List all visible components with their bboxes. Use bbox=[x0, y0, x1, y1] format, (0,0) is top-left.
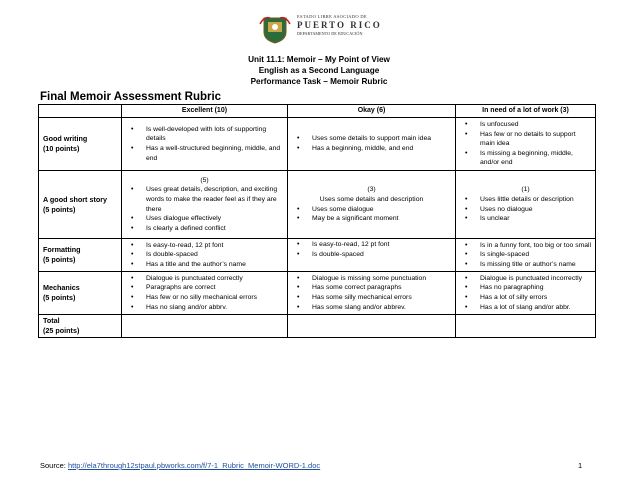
criterion-name: Formatting bbox=[43, 245, 81, 255]
source-link[interactable]: http://ela7through12stpaul.pbworks.com/f/7-1_Rubric_Memoir-WORD-1.doc bbox=[67, 461, 321, 470]
okay-cell bbox=[288, 118, 456, 171]
column-header-poor: In need of a lot of work (3) bbox=[456, 105, 596, 118]
list-item: • Is unclear bbox=[480, 214, 592, 224]
list-item: • Is well-developed with lots of supporting details bbox=[146, 125, 284, 144]
total-points: (25 points) bbox=[43, 325, 80, 335]
subject-line: English as a Second Language bbox=[258, 66, 380, 75]
source-label: Source: bbox=[40, 461, 66, 470]
poor-cell bbox=[456, 118, 596, 171]
criterion-points: (5 points) bbox=[43, 255, 76, 264]
corner-cell bbox=[39, 105, 122, 118]
source-footer bbox=[40, 461, 320, 470]
score-label: (5) bbox=[200, 176, 209, 184]
list-item: • May be a significant moment bbox=[312, 214, 452, 224]
column-header-okay: Okay (6) bbox=[288, 105, 456, 118]
list-item: • Is unfocused bbox=[480, 120, 592, 130]
page-number: 1 bbox=[578, 461, 583, 470]
list-item: • Uses dialogue effectively bbox=[146, 214, 284, 224]
criterion-cell bbox=[39, 239, 122, 272]
criterion-name: Mechanics bbox=[43, 283, 80, 293]
okay-cell bbox=[288, 272, 456, 315]
okay-cell bbox=[288, 239, 456, 272]
score-label: (1) bbox=[521, 186, 530, 194]
criterion-name: Good writing bbox=[43, 134, 88, 144]
list-item: • Uses little details or description bbox=[480, 195, 592, 205]
seal-line-3: DEPARTAMENTO DE EDUCACIÓN bbox=[297, 31, 363, 36]
criterion-name: A good short story bbox=[43, 194, 108, 204]
excellent-cell bbox=[122, 118, 288, 171]
total-okay-cell bbox=[288, 315, 456, 338]
list-item: • Is easy-to-read, 12 pt font bbox=[146, 241, 284, 251]
poor-cell bbox=[456, 171, 596, 239]
list-item: • Is easy-to-read, 12 pt font bbox=[312, 240, 452, 250]
list-item: • Has few or no details to support main idea bbox=[480, 130, 592, 149]
list-item: • Uses no dialogue bbox=[480, 205, 592, 215]
criterion-cell bbox=[39, 118, 122, 171]
list-item: • Is missing title or author’s name bbox=[480, 260, 592, 270]
rubric-table bbox=[38, 104, 596, 338]
criterion-cell bbox=[39, 171, 122, 239]
task-line: Performance Task – Memoir Rubric bbox=[250, 77, 388, 86]
table-row bbox=[39, 118, 596, 171]
poor-cell bbox=[456, 272, 596, 315]
list-item: • Has some silly mechanical errors bbox=[312, 293, 452, 303]
excellent-cell bbox=[122, 171, 288, 239]
total-excellent-cell bbox=[122, 315, 288, 338]
list-item: • Uses great details, description, and exciting words to make the reader feel as if they are there bbox=[146, 185, 284, 214]
excellent-cell bbox=[122, 272, 288, 315]
unit-line: Unit 11.1: Memoir – My Point of View bbox=[248, 55, 390, 64]
list-item: • Is in a funny font, too big or too small bbox=[480, 241, 592, 251]
list-item: • Dialogue is punctuated incorrectly bbox=[480, 274, 592, 284]
list-item: • Paragraphs are correct bbox=[146, 283, 284, 293]
total-row bbox=[39, 315, 596, 338]
list-item: • Has a lot of silly errors bbox=[480, 293, 592, 303]
list-item: • Has a lot of slang and/or abbr. bbox=[480, 303, 592, 313]
score-label: (3) bbox=[367, 186, 376, 194]
criterion-points: (10 points) bbox=[43, 144, 80, 153]
list-item: • Dialogue is punctuated correctly bbox=[146, 274, 284, 284]
seal-caption bbox=[297, 14, 407, 36]
list-item: • Has a title and the author’s name bbox=[146, 260, 284, 270]
table-row bbox=[39, 171, 596, 239]
criterion-cell bbox=[39, 272, 122, 315]
list-item: • Dialogue is missing some punctuation bbox=[312, 274, 452, 284]
table-row bbox=[39, 272, 596, 315]
list-item: • Is double-spaced bbox=[312, 250, 452, 260]
seal-line-2: PUERTO RICO bbox=[297, 20, 382, 30]
excellent-cell bbox=[122, 239, 288, 272]
poor-cell bbox=[456, 239, 596, 272]
total-poor-cell bbox=[456, 315, 596, 338]
criterion-points: (5 points) bbox=[43, 293, 76, 302]
list-item: • Is clearly a defined conflict bbox=[146, 224, 284, 234]
list-item: • Uses some details to support main idea bbox=[312, 134, 452, 144]
okay-lead-text: Uses some details and description bbox=[319, 195, 424, 203]
okay-cell bbox=[288, 171, 456, 239]
rubric-title: Final Memoir Assessment Rubric bbox=[40, 91, 222, 103]
document-header bbox=[0, 54, 638, 87]
list-item: • Has a beginning, middle, and end bbox=[312, 144, 452, 154]
list-item: • Has no slang and/or abbrv. bbox=[146, 303, 284, 313]
list-item: • Has some slang and/or abbrev. bbox=[312, 303, 452, 313]
list-item: • Has some correct paragraphs bbox=[312, 283, 452, 293]
column-header-excellent: Excellent (10) bbox=[122, 105, 288, 118]
list-item: • Has few or no silly mechanical errors bbox=[146, 293, 284, 303]
seal-line-1: ESTADO LIBRE ASOCIADO DE bbox=[297, 14, 367, 19]
table-header-row bbox=[39, 105, 596, 118]
total-label: Total bbox=[43, 316, 60, 325]
table-row bbox=[39, 239, 596, 272]
list-item: • Has a well-structured beginning, middle, and end bbox=[146, 144, 284, 163]
list-item: • Has no paragraphing bbox=[480, 283, 592, 293]
list-item: • Is double-spaced bbox=[146, 250, 284, 260]
list-item: • Is single-spaced bbox=[480, 250, 592, 260]
puerto-rico-seal-icon bbox=[258, 14, 292, 44]
list-item: • Is missing a beginning, middle, and/or end bbox=[480, 149, 592, 168]
total-cell bbox=[39, 315, 122, 338]
list-item: • Uses some dialogue bbox=[312, 205, 452, 215]
criterion-points: (5 points) bbox=[43, 204, 76, 214]
